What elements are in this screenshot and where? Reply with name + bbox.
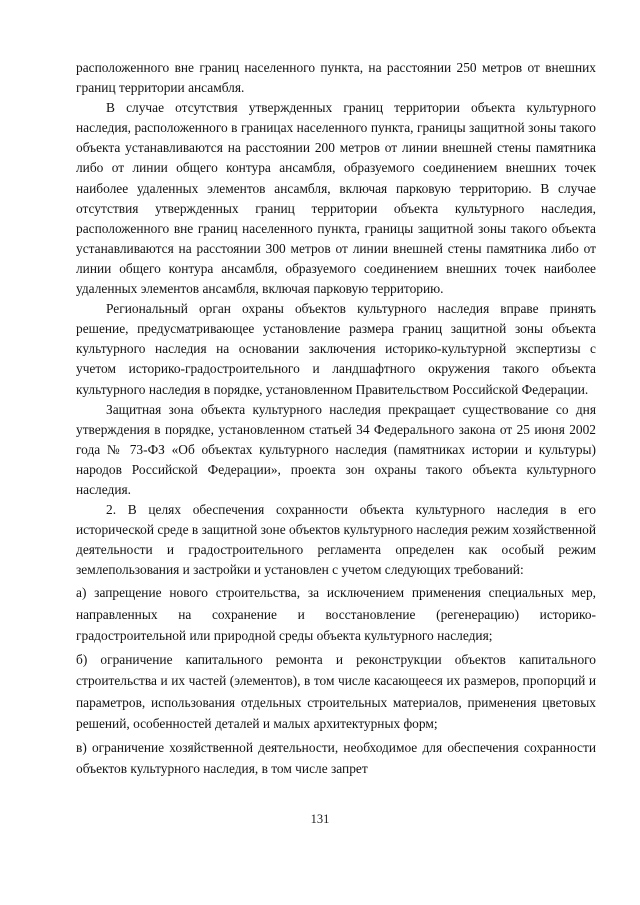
- paragraph-section-2: 2. В целях обеспечения сохранности объекта культурного наследия в его исторической среде в защитной зоне объектов культурного наследия режим хозяйственной деятельности и градостроительного регламента определен как особый режим землепользования и застройки и установлен с учетом следующих требований:: [76, 502, 596, 578]
- paragraph-protective-zone-boundaries: В случае отсутствия утвержденных границ территории объекта культурного наследия, расположенного в границах населенного пункта, границы защитной зоны такого объекта устанавливаются на расстоянии 200 метров от линии внешней стены памятника либо от линии общего контура ансамбля, образуемого соединением внешних точек наиболее удаленных элементов ансамбля, включая парковую территорию. В случае отсутствия утвержденных границ территории объекта культурного наследия, расположенного вне границ населенного пункта, границы защитной зоны такого объекта устанавливаются на расстоянии 300 метров от линии внешней стены памятника либо от линии общего контура ансамбля, образуемого соединением внешних точек наиболее удаленных элементов ансамбля, включая парковую территорию.: [76, 100, 596, 297]
- paragraph-regional-authority: Региональный орган охраны объектов культурного наследия вправе принять решение, предусматривающее установление размера границ защитной зоны объекта культурного наследия на основании заключения историко-культурной экспертизы с учетом историко-градостроительного и ландшафтного окружения такого объекта культурного наследия в порядке, установленном Правительством Российской Федерации.: [76, 301, 596, 397]
- list-item-b: б) ограничение капитального ремонта и реконструкции объектов капитального строительства и их частей (элементов), в том числе касающееся их размеров, пропорций и параметров, использования отдельных строительных материалов, применения цветовых решений, особенностей деталей и малых архитектурных форм;: [76, 651, 596, 732]
- page-number: 131: [310, 812, 330, 826]
- paragraph-continuation: расположенного вне границ населенного пункта, на расстоянии 250 метров от внешних границ территории ансамбля.: [76, 60, 596, 96]
- paragraph-zone-termination: Защитная зона объекта культурного наследия прекращает существование со дня утверждения в порядке, установленном статьей 34 Федерального закона от 25 июня 2002 года № 73-ФЗ «Об объектах культурного наследия (памятниках истории и культуры) народов Российской Федерации», проекта зон охраны такого объекта культурного наследия.: [76, 401, 596, 497]
- document-page: [76, 58, 596, 780]
- list-item-c: в) ограничение хозяйственной деятельности, необходимое для обеспечения сохранности объектов культурного наследия, в том числе запрет: [76, 739, 596, 777]
- list-item-a: а) запрещение нового строительства, за исключением применения специальных мер, направленных на сохранение и восстановление (регенерацию) историко-градостроительной или природной среды объекта культурного наследия;: [76, 585, 596, 644]
